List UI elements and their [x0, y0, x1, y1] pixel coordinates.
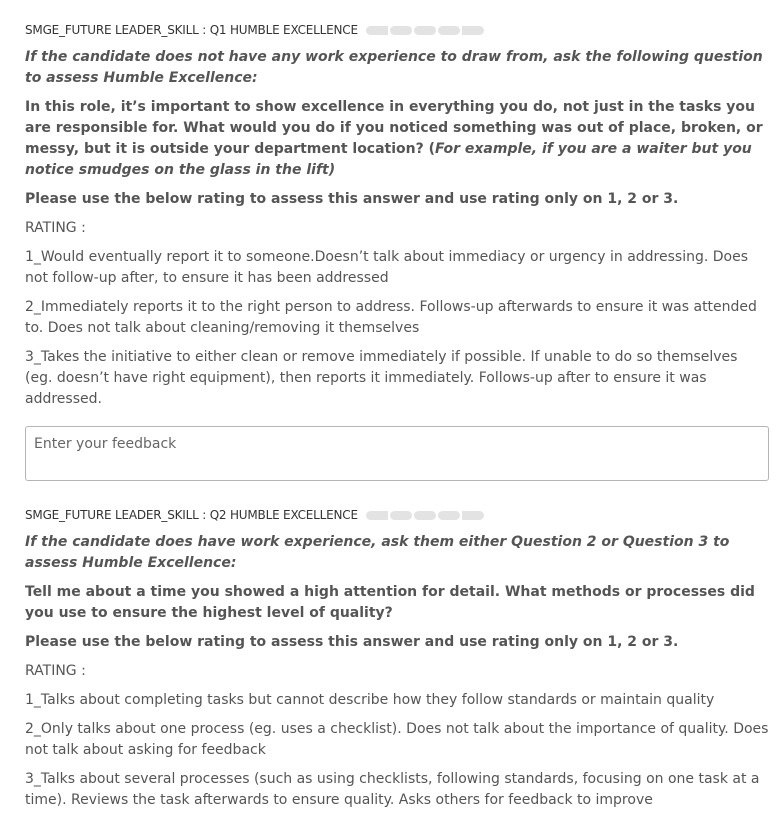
progress-segment [366, 511, 388, 520]
question-1-header [25, 22, 769, 38]
question-2-section [25, 507, 769, 811]
question-2-title: SMGE_FUTURE LEADER_SKILL : Q2 HUMBLE EXCELLENCE [25, 508, 358, 522]
question-1-rating-label: RATING : [25, 220, 86, 236]
question-1-section [25, 22, 769, 485]
question-1-intro: If the candidate does not have any work experience to draw from, ask the following question to assess Humble Excellence: [25, 49, 763, 86]
rating-option-1: 1_Talks about completing tasks but cannot describe how they follow standards or maintain quality [25, 692, 715, 708]
rating-option-2: 2_Only talks about one process (eg. uses a checklist). Does not talk about the importance of quality. Does not talk about asking for feedback [25, 721, 769, 758]
rating-option-2: 2_Immediately reports it to the right person to address. Follows-up afterwards to ensure it was attended to. Does not talk about cleaning/removing it themselves [25, 299, 757, 336]
progress-segment [438, 26, 460, 35]
feedback-input[interactable] [25, 426, 769, 481]
rating-progress-bar [366, 26, 486, 35]
progress-segment [390, 511, 412, 520]
question-1-title: SMGE_FUTURE LEADER_SKILL : Q1 HUMBLE EXCELLENCE [25, 23, 358, 37]
question-1-instruction: Please use the below rating to assess this answer and use rating only on 1, 2 or 3. [25, 191, 679, 207]
question-1-example: For example, if you are a waiter but you notice smudges on the glass in the lift) [25, 141, 752, 178]
progress-segment [462, 26, 484, 35]
rating-option-1: 1_Would eventually report it to someone.Doesn’t talk about immediacy or urgency in addressing. Does not follow-up after, to ensure it has been addressed [25, 249, 749, 286]
progress-segment [390, 26, 412, 35]
rating-option-3: 3_Talks about several processes (such as using checklists, following standards, focusing on one task at a time). Reviews the task afterwards to ensure quality. Asks others for feedback to improve [25, 771, 760, 808]
progress-segment [462, 511, 484, 520]
question-2-intro: If the candidate does have work experience, ask them either Question 2 or Question 3 to assess Humble Excellence: [25, 534, 730, 571]
question-1-text [25, 97, 769, 181]
question-2-rating-label: RATING : [25, 663, 86, 679]
progress-segment [366, 26, 388, 35]
progress-segment [414, 511, 436, 520]
question-2-text: Tell me about a time you showed a high attention for detail. What methods or processes did you use to ensure the highest level of quality? [25, 584, 755, 621]
form-page [0, 22, 779, 811]
question-2-header [25, 507, 769, 523]
progress-segment [438, 511, 460, 520]
progress-segment [414, 26, 436, 35]
rating-option-3: 3_Takes the initiative to either clean or remove immediately if possible. If unable to do so themselves (eg. doesn’t have right equipment), then reports it immediately. Follows-up after to ensure it was addressed. [25, 349, 738, 407]
question-1-main: In this role, it’s important to show excellence in everything you do, not just in the tasks you are responsible for. What would you do if you noticed something was out of place, broken, or messy, but it is outside your department location? ( [25, 99, 763, 157]
question-2-instruction: Please use the below rating to assess this answer and use rating only on 1, 2 or 3. [25, 634, 679, 650]
rating-progress-bar [366, 511, 486, 520]
